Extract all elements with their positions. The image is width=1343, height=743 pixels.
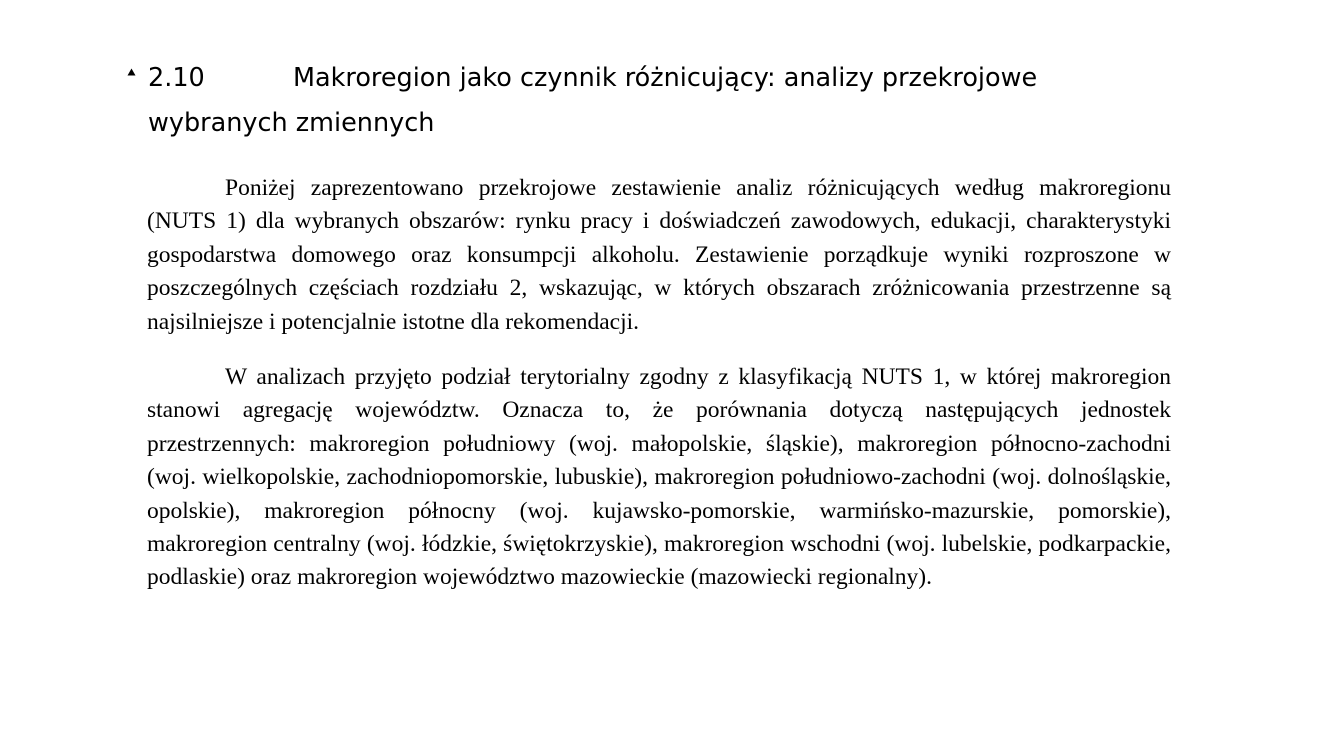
section-heading xyxy=(148,56,1178,146)
paragraph: Poniżej zaprezentowano przekrojowe zestawienie analiz różnicujących według makroregionu (NUTS 1) dla wybranych obszarów: rynku pracy i doświadczeń zawodowych, edukacji, charakterystyki gospodarstwa domowego oraz konsumpcji alkoholu. Zestawienie porządkuje wyniki rozproszone w poszczególnych częściach rozdziału 2, wskazując, w których obszarach zróżnicowania przestrzenne są najsilniejsze i potencjalnie istotne dla rekomendacji. xyxy=(147,175,1171,335)
paragraph: W analizach przyjęto podział terytorialny zgodny z klasyfikacją NUTS 1, w której makroregion stanowi agregację województw. Oznacza to, że porównania dotyczą następujących jednostek przestrzennych: makroregion południowy (woj. małopolskie, śląskie), makroregion północno-zachodni (woj. wielkopolskie, zachodniopomorskie, lubuskie), makroregion południowo-zachodni (woj. dolnośląskie, opolskie), makroregion północny (woj. kujawsko-pomorskie, warmińsko-mazurskie, pomorskie), makroregion centralny (woj. łódzkie, świętokrzyskie), makroregion wschodni (woj. lubelskie, podkarpackie, podlaskie) oraz makroregion województwo mazowieckie (mazowiecki regionalny). xyxy=(147,364,1171,591)
section-heading-block xyxy=(148,56,1178,146)
section-number: 2.10 xyxy=(148,63,205,93)
body-text-block xyxy=(147,172,1171,595)
section-title: Makroregion jako czynnik różnicujący: analizy przekrojowe wybranych zmiennych xyxy=(148,63,1038,138)
collapse-triangle-icon[interactable] xyxy=(128,69,136,76)
